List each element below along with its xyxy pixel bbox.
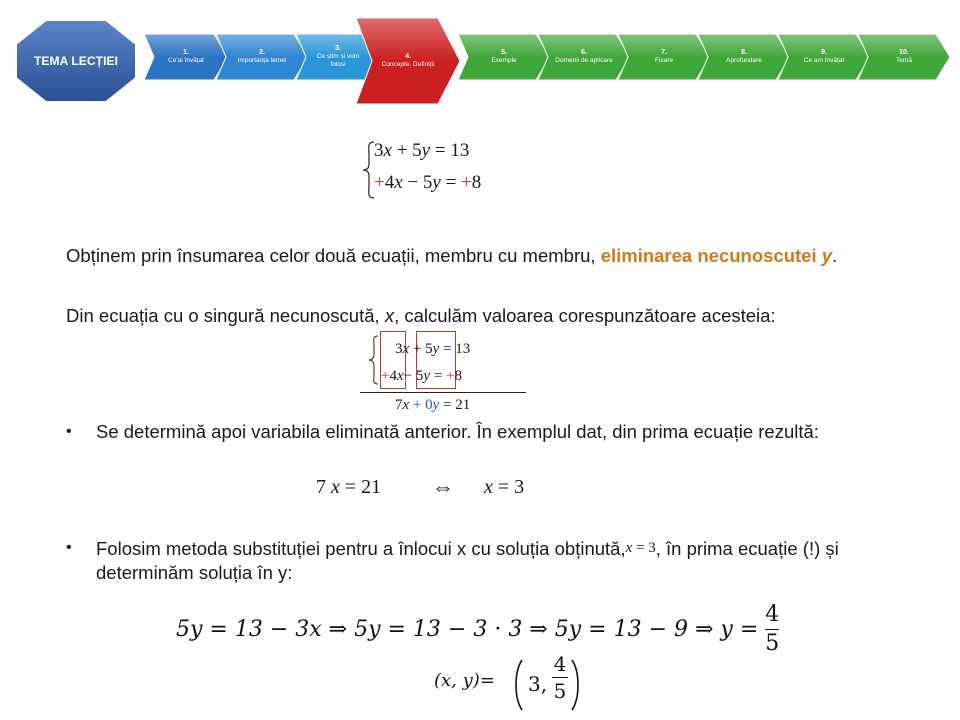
nav-step-number: 8. (741, 49, 747, 56)
single-unknown-paragraph: Din ecuația cu o singură necunoscută, x, calculăm valoarea corespunzătoare acesteia: (66, 305, 776, 326)
bullet-substitution: Folosim metoda substituției pentru a înlocui x cu soluția obținută,x = 3, în prima ecuație (!) și determinăm soluția în y: (96, 538, 839, 583)
nav-step-text (552, 34, 616, 80)
nav-step-number: 4. (405, 53, 411, 60)
elimination-paragraph: Obținem prin însumarea celor două ecuații, membru cu membru, eliminarea necunoscutei y. (66, 245, 838, 266)
nav-step-number: 10. (899, 49, 909, 56)
nav-step-text (872, 34, 936, 80)
equation-2: +4x − 5y = +8 (374, 172, 482, 193)
nav-step-5[interactable] (458, 34, 550, 80)
nav-step-label: Importanța temei (237, 57, 287, 64)
nav-step-number: 2. (259, 49, 265, 56)
bullet-dot: • (66, 423, 72, 440)
nav-step-label: Concepte. Definiții (381, 61, 435, 68)
equation-2-small: +4x− 5y = +8 (381, 368, 462, 384)
nav-step-text (792, 34, 856, 80)
nav-step-text (712, 34, 776, 80)
nav-step-label: Exemple (491, 57, 517, 64)
solution-y-fraction: $\frac{4}{5}$ (553, 652, 567, 703)
nav-step-text (632, 34, 696, 80)
nav-step-label: Temă (896, 57, 912, 64)
left-brace-small (368, 334, 380, 386)
nav-step-label: Ce știm și vom folosi (316, 53, 360, 68)
nav-step-text (472, 34, 536, 80)
nav-step-9[interactable] (778, 34, 870, 80)
equation-1-small: 3x + 5y = 13 (395, 341, 471, 357)
lesson-topic-label: TEMA LECȚIEI (33, 54, 119, 68)
solution-label: (𝑥, 𝑦)= (434, 670, 495, 691)
nav-step-text (230, 34, 294, 80)
y-fraction: $\frac{4}{5}$ (765, 602, 780, 656)
nav-step-label: Ce am învățat (803, 57, 845, 64)
nav-step-label: Aprofundare (726, 57, 762, 64)
result-equation: 7 x = 21 (316, 476, 382, 498)
solution-x: 3, (528, 672, 548, 696)
sum-line (360, 392, 526, 393)
sum-equation: 7x + 0y = 21 (395, 397, 471, 413)
elimination-sum-block (360, 330, 540, 422)
nav-step-7[interactable] (618, 34, 710, 80)
nav-step-text (158, 34, 214, 80)
equivalence-icon: ⇔ (432, 474, 454, 499)
x-value: x = 3 (484, 476, 525, 498)
nav-step-number: 1. (183, 49, 189, 56)
nav-step-number: 7. (661, 49, 667, 56)
derivation-line: 5𝑦 = 13 − 3𝑥 ⇒ 5𝑦 = 13 − 3 · 3 ⇒ 5𝑦 = 13 − 9 ⇒ 𝑦 = $\frac{4}{5}$ (176, 602, 780, 656)
nav-step-label: Domenii de aplicare (555, 57, 613, 64)
equation-1: 3x + 5y = 13 (374, 140, 470, 161)
nav-step-number: 3. (335, 45, 341, 52)
nav-step-8[interactable] (698, 34, 790, 80)
left-paren (512, 658, 524, 712)
system-of-equations (362, 138, 512, 202)
nav-step-number: 5. (501, 49, 507, 56)
nav-step-4[interactable] (356, 18, 460, 104)
bullet-determine-variable: Se determină apoi variabila eliminată anterior. În exemplul dat, din prima ecuație rezultă: (96, 421, 819, 442)
nav-step-label: Fixare (654, 57, 674, 64)
nav-step-label: Ce'ai învățat (168, 57, 204, 64)
nav-step-6[interactable] (538, 34, 630, 80)
nav-step-10[interactable] (858, 34, 950, 80)
nav-step-number: 9. (821, 49, 827, 56)
nav-step-text (370, 18, 446, 104)
bullet-dot: • (66, 539, 72, 556)
nav-step-2[interactable] (216, 34, 308, 80)
nav-step-number: 6. (581, 49, 587, 56)
right-paren (570, 658, 582, 712)
solution-pair (512, 654, 592, 714)
